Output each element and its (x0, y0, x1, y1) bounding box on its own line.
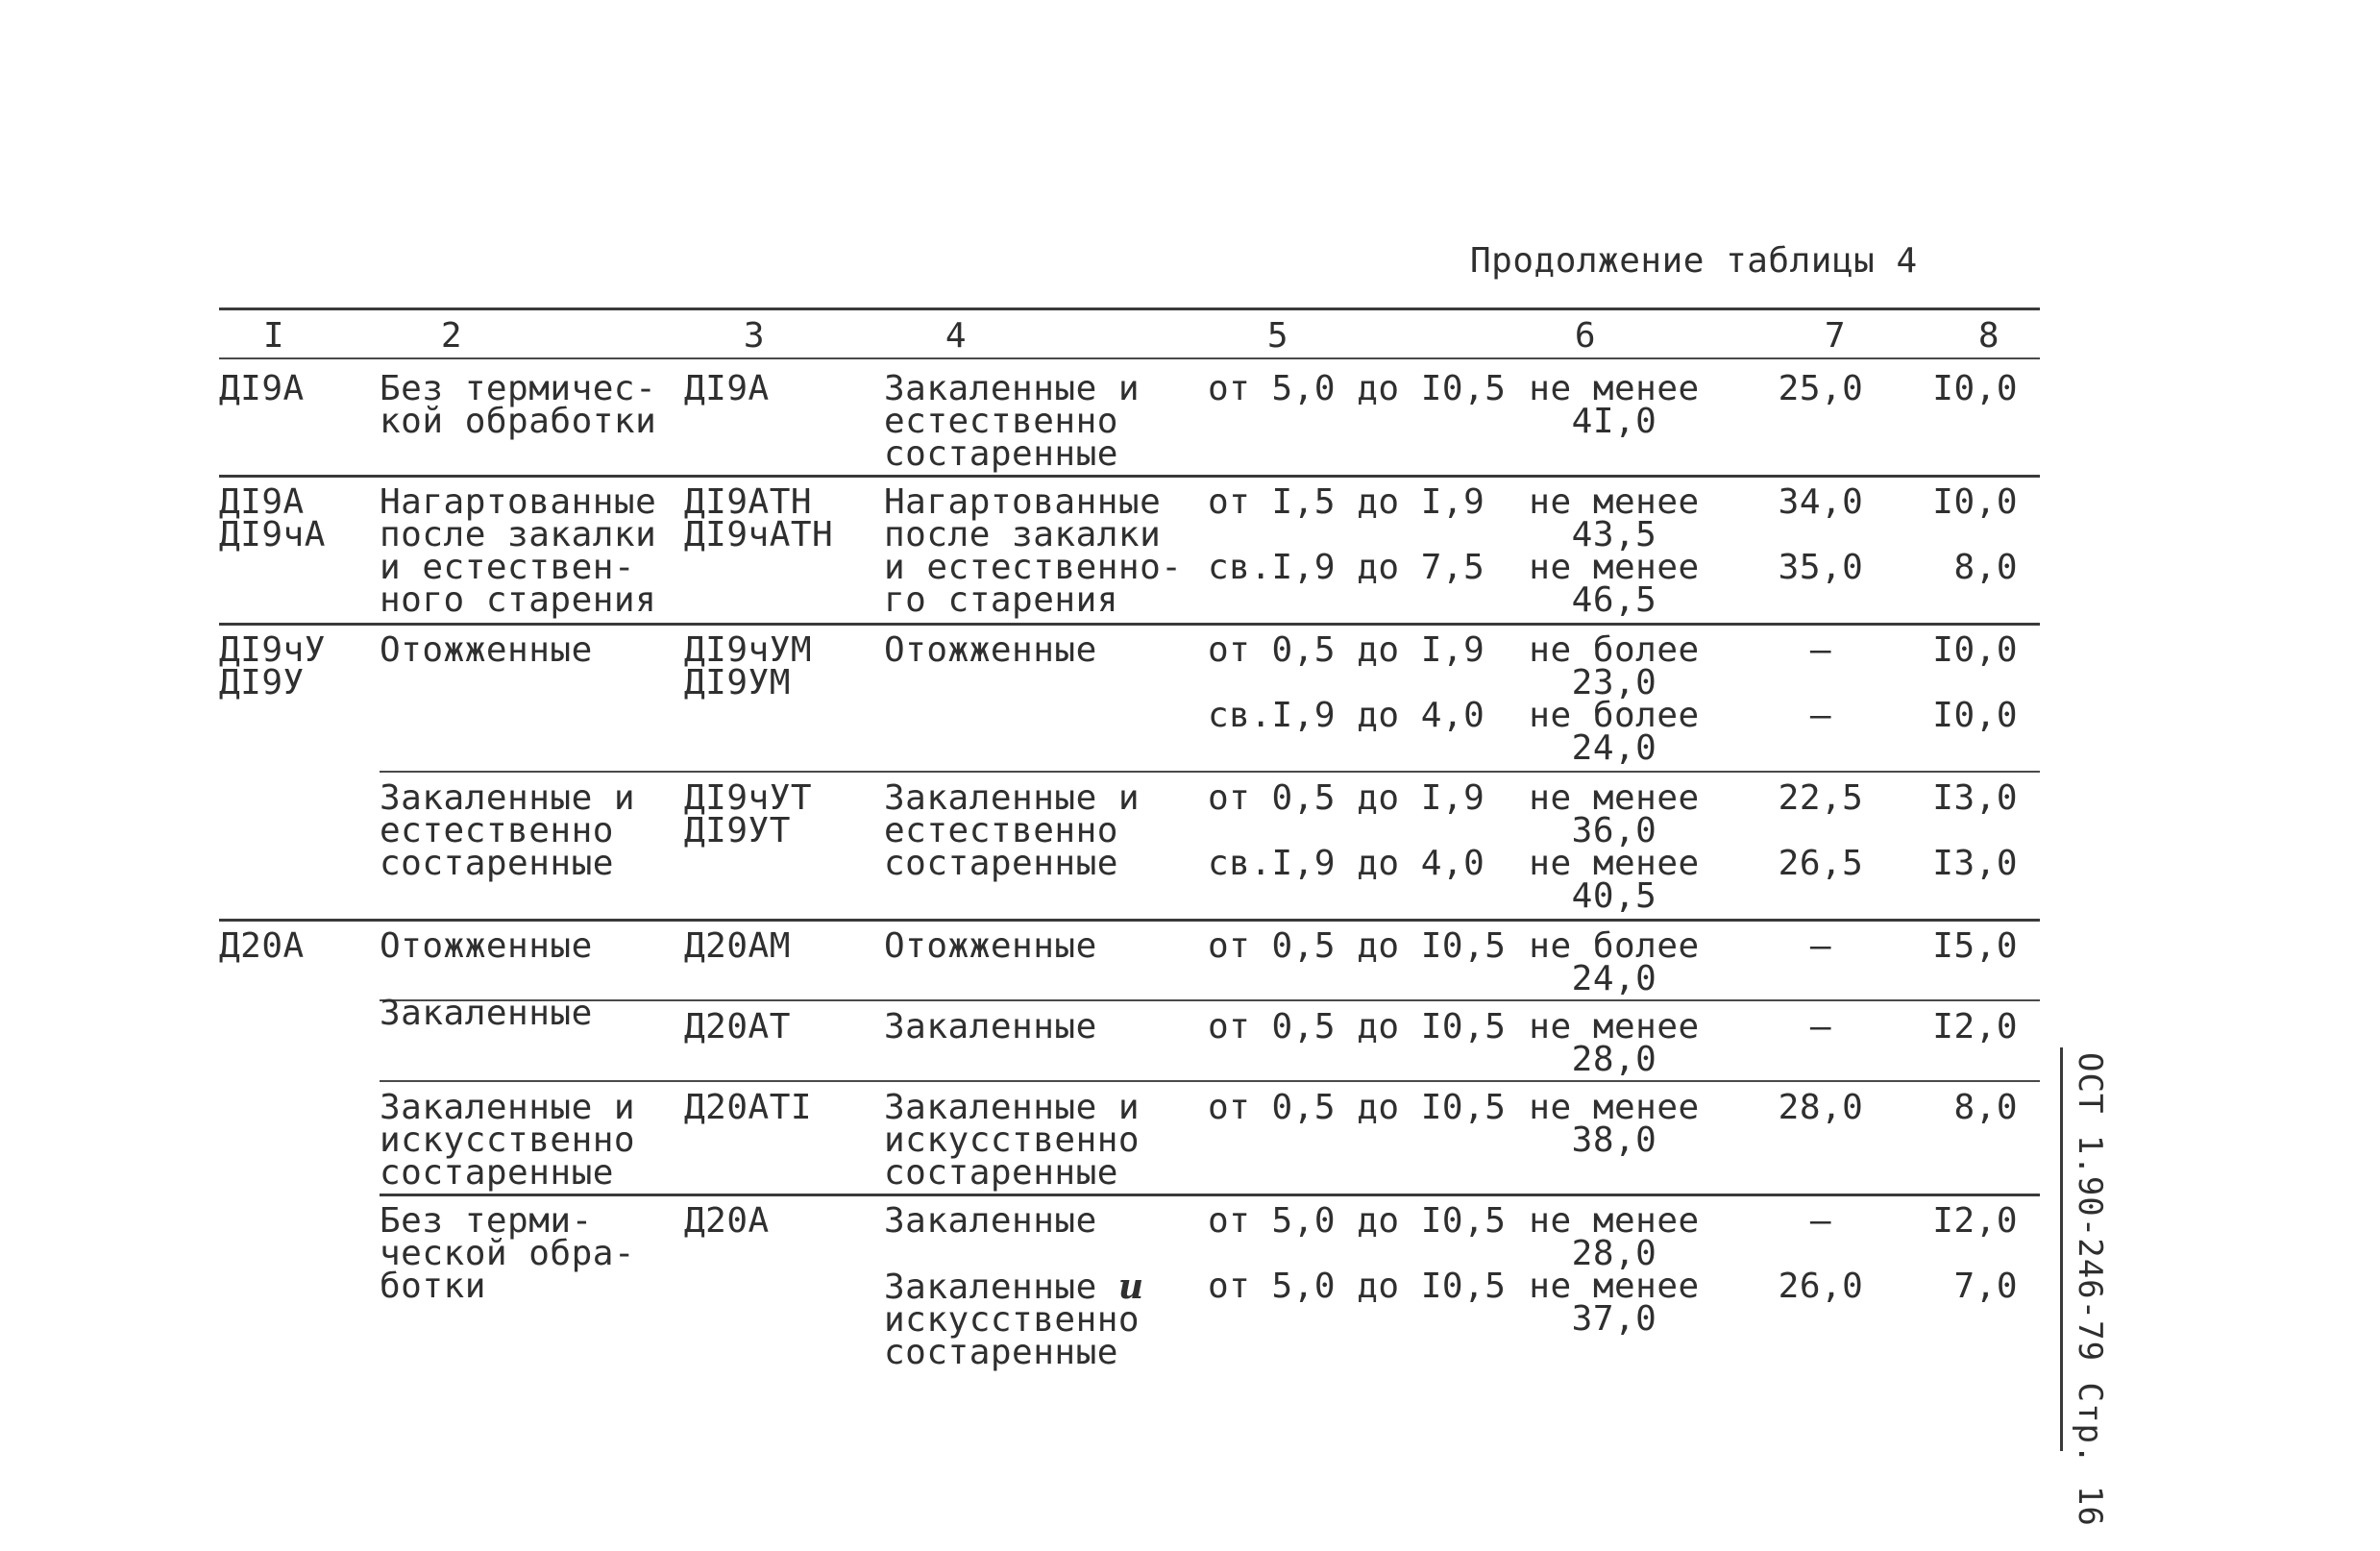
delivery-state-text-rest: искусственно состаренные (884, 1300, 1141, 1372)
header-col-4: 4 (945, 316, 968, 356)
row-yield: 35,0 (1778, 548, 1864, 587)
row-yield: – (1809, 630, 1832, 670)
row-strength: не менее 36,0 (1529, 778, 1700, 850)
row-condition: Закаленные (380, 994, 593, 1033)
row-strength: не менее 46,5 (1529, 548, 1700, 620)
row-thickness: от 0,5 до I0,5 (1208, 1007, 1507, 1046)
row-elongation: I0,0 (1932, 369, 2018, 408)
row-strength: не менее 38,0 (1529, 1088, 1700, 1160)
row-thickness: от 5,0 до I0,5 (1208, 1267, 1507, 1306)
row-delivery-state: Нагартованные после закалки и естественно- го старения (884, 482, 1183, 620)
row-yield: 28,0 (1778, 1088, 1864, 1127)
row-elongation: I0,0 (1932, 630, 2018, 670)
row-strength: не менее 43,5 (1529, 482, 1700, 554)
row-separator (219, 919, 2040, 922)
row-elongation: 7,0 (1953, 1267, 2018, 1306)
header-col-7: 7 (1824, 316, 1847, 356)
row-grade: ДI9А (684, 369, 770, 408)
row-yield: – (1809, 1007, 1832, 1046)
row-strength: не более 24,0 (1529, 926, 1700, 998)
row-alloy: ДI9чУ ДI9У (219, 630, 326, 702)
row-condition: Закаленные и естественно состаренные (380, 778, 636, 883)
row-yield: – (1809, 926, 1832, 966)
row-thickness: от 0,5 до I,9 (1208, 778, 1485, 818)
row-strength: не более 24,0 (1529, 696, 1700, 768)
row-separator (380, 1194, 2040, 1196)
row-delivery-state: Закаленные (884, 1201, 1097, 1241)
row-elongation: I3,0 (1932, 778, 2018, 818)
row-grade: ДI9АТН ДI9чАТН (684, 482, 834, 554)
row-elongation: I0,0 (1932, 482, 2018, 522)
row-thickness: св.I,9 до 4,0 (1208, 844, 1485, 883)
side-label-rule (2060, 1047, 2063, 1451)
row-yield: 26,0 (1778, 1267, 1864, 1306)
row-separator (219, 623, 2040, 626)
row-yield: 34,0 (1778, 482, 1864, 522)
header-col-3: 3 (743, 316, 766, 356)
row-delivery-state: Закаленные и естественно состаренные (884, 778, 1141, 883)
row-thickness: от 5,0 до I0,5 (1208, 1201, 1507, 1241)
row-grade: ДI9чУТ ДI9УТ (684, 778, 813, 850)
row-strength: не менее 37,0 (1529, 1267, 1700, 1339)
row-thickness: от 0,5 до I,9 (1208, 630, 1485, 670)
row-grade: ДI9чУМ ДI9УМ (684, 630, 813, 702)
row-elongation: 8,0 (1953, 548, 2018, 587)
row-condition: Отожженные (380, 630, 593, 670)
row-elongation: I5,0 (1932, 926, 2018, 966)
header-col-1: I (262, 316, 285, 356)
row-condition: Закаленные и искусственно состаренные (380, 1088, 636, 1193)
row-elongation: I0,0 (1932, 696, 2018, 735)
row-grade: Д20А (684, 1201, 770, 1241)
header-bottom-rule (219, 357, 2040, 359)
table-top-rule (219, 308, 2040, 310)
row-delivery-state: Закаленные (884, 1007, 1097, 1046)
row-elongation: I2,0 (1932, 1007, 2018, 1046)
row-delivery-state: Закаленные и естественно состаренные (884, 369, 1141, 474)
row-grade: Д20АТI (684, 1088, 813, 1127)
row-grade: Д20АТ (684, 1007, 791, 1046)
row-yield: 25,0 (1778, 369, 1864, 408)
row-thickness: от 0,5 до I0,5 (1208, 926, 1507, 966)
row-grade: Д20АМ (684, 926, 791, 966)
row-strength: не более 23,0 (1529, 630, 1700, 702)
row-yield: – (1809, 1201, 1832, 1241)
row-thickness: от I,5 до I,9 (1208, 482, 1485, 522)
table-caption: Продолжение таблицы 4 (1470, 241, 1918, 281)
row-alloy: ДI9А (219, 369, 305, 408)
row-strength: не менее 4I,0 (1529, 369, 1700, 441)
row-yield: 26,5 (1778, 844, 1864, 883)
row-thickness: св.I,9 до 4,0 (1208, 696, 1485, 735)
row-strength: не менее 28,0 (1529, 1007, 1700, 1079)
row-strength: не менее 28,0 (1529, 1201, 1700, 1273)
handwritten-correction: и (1117, 1267, 1144, 1307)
row-alloy: Д20А (219, 926, 305, 966)
header-col-5: 5 (1266, 316, 1289, 356)
row-thickness: св.I,9 до 7,5 (1208, 548, 1485, 587)
row-separator (380, 1080, 2040, 1082)
row-thickness: от 5,0 до I0,5 (1208, 369, 1507, 408)
row-yield: – (1809, 696, 1832, 735)
row-separator (219, 475, 2040, 478)
row-alloy: ДI9А ДI9чА (219, 482, 326, 554)
row-thickness: от 0,5 до I0,5 (1208, 1088, 1507, 1127)
side-document-code: ОСТ 1.90-246-79 Стр. 16 (2071, 1052, 2109, 1527)
row-condition: Без термичес- кой обработки (380, 369, 657, 441)
row-condition: Без терми- ческой обра- ботки (380, 1201, 636, 1306)
header-col-8: 8 (1977, 316, 2000, 356)
row-separator (380, 999, 2040, 1001)
row-elongation: 8,0 (1953, 1088, 2018, 1127)
delivery-state-text: Закаленные (884, 1268, 1118, 1307)
row-elongation: I3,0 (1932, 844, 2018, 883)
header-col-6: 6 (1574, 316, 1597, 356)
row-separator (380, 771, 2040, 773)
header-col-2: 2 (440, 316, 463, 356)
row-delivery-state: Отожженные (884, 630, 1097, 670)
row-delivery-state: Отожженные (884, 926, 1097, 966)
row-delivery-state: Закаленные и искусственно состаренные (884, 1088, 1141, 1193)
row-condition: Отожженные (380, 926, 593, 966)
row-yield: 22,5 (1778, 778, 1864, 818)
row-strength: не менее 40,5 (1529, 844, 1700, 916)
row-delivery-state (884, 1267, 1144, 1372)
row-elongation: I2,0 (1932, 1201, 2018, 1241)
row-condition: Нагартованные после закалки и естествен- ного старения (380, 482, 657, 620)
